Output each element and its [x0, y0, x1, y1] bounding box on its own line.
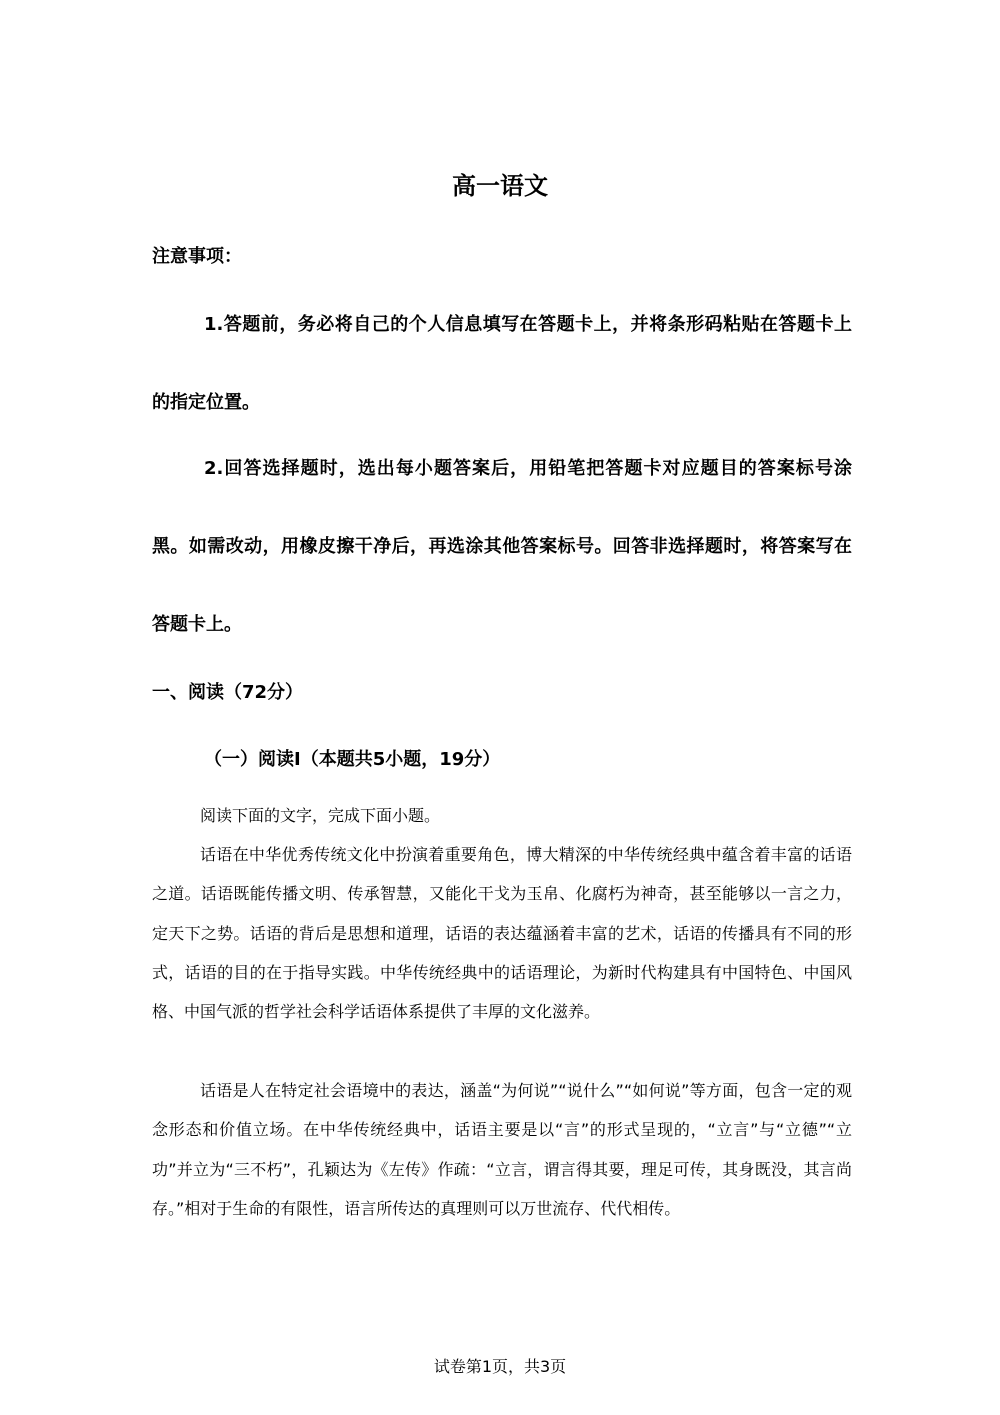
document-title: 高一语文: [452, 172, 548, 200]
reading-instruction: 阅读下面的文字，完成下面小题。: [200, 806, 441, 825]
subsection-heading: （一）阅读Ⅰ（本题共5小题，19分）: [204, 749, 501, 770]
section-heading: 一、阅读（72分）: [152, 682, 304, 703]
reading-paragraph-1: 话语在中华优秀传统文化中扮演着重要角色，博大精深的中华传统经典中蕴含着丰富的话语之道。话语既能传播文明、传承智慧，又能化干戈为玉帛、化腐朽为神奇，甚至能够以一言之力，定天下之势。话语的背后是思想和道理，话语的表达蕴涵着丰富的艺术，话语的传播具有不同的形式，话语的目的在于指导实践。中华传统经典中的话语理论，为新时代构建具有中国特色、中国风格、中国气派的哲学社会科学话语体系提供了丰厚的文化滋养。: [152, 845, 852, 1022]
reading-paragraph-2: 话语是人在特定社会语境中的表达，涵盖“为何说”“说什么”“如何说”等方面，包含一定的观念形态和价值立场。在中华传统经典中，话语主要是以“言”的形式呈现的，“立言”与“立德”“立功”并立为“三不朽”，孔颖达为《左传》作疏：“立言，谓言得其要，理足可传，其身既没，其言尚存。”相对于生命的有限性，语言所传达的真理则可以万世流存、代代相传。: [152, 1081, 852, 1218]
notice-heading: 注意事项：: [152, 246, 242, 267]
notice-item-1: 1.答题前，务必将自己的个人信息填写在答题卡上，并将条形码粘贴在答题卡上的指定位置。: [152, 314, 852, 413]
notice-item-2: 2.回答选择题时，选出每小题答案后，用铅笔把答题卡对应题目的答案标号涂黑。如需改动，用橡皮擦干净后，再选涂其他答案标号。回答非选择题时，将答案写在答题卡上。: [152, 458, 852, 635]
page-footer: 试卷第1页，共3页: [433, 1357, 567, 1376]
